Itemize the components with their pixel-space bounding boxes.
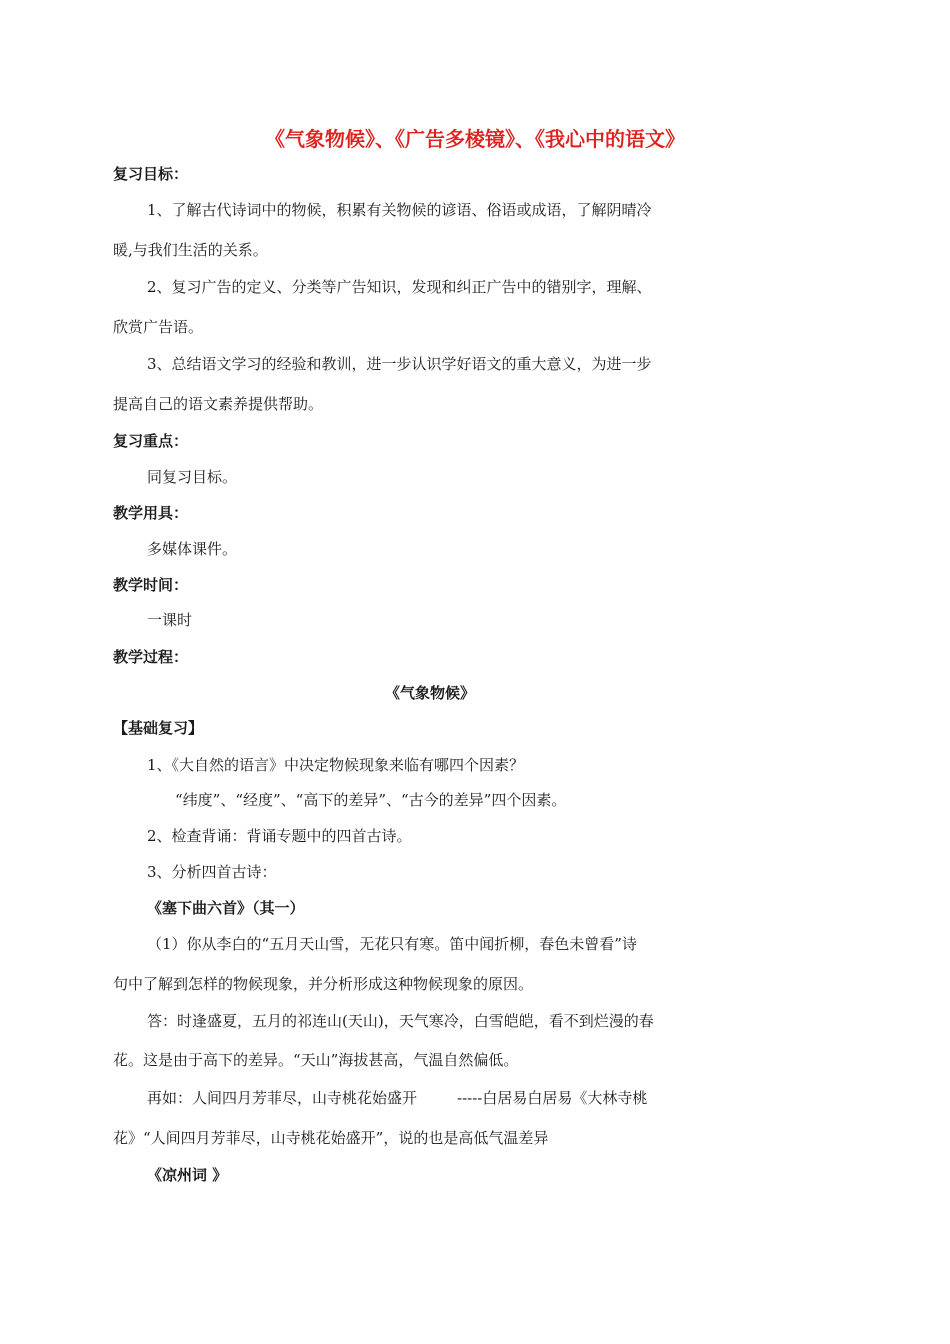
key-points-heading: 复习重点： <box>113 432 189 450</box>
poem-1-question-line-1: （1）你从李白的“五月天山雪，无花只有寒。笛中闻折柳，春色未曾看”诗 <box>147 935 637 953</box>
goal-1-line-1: 1、了解古代诗词中的物候，积累有关物候的谚语、俗语或成语，了解阴晴冷 <box>147 201 652 219</box>
poem-1-answer-line-1: 答：时逢盛夏，五月的祁连山(天山)，天气寒冷，白雪皑皑，看不到烂漫的春 <box>147 1012 654 1030</box>
review-goals-heading: 复习目标： <box>113 165 189 183</box>
process-heading: 教学过程： <box>113 648 189 666</box>
question-3: 3、分析四首古诗： <box>147 863 277 881</box>
goal-2-line-2: 欣赏广告语。 <box>113 318 204 336</box>
example-line-2: 花》“人间四月芳菲尽，山寺桃花始盛开”，说的也是高低气温差异 <box>113 1129 549 1147</box>
question-1-answer: “纬度”、“经度”、“高下的差异”、“古今的差异”四个因素。 <box>175 791 567 809</box>
example-verse: 再如：人间四月芳菲尽，山寺桃花始盛开 <box>147 1089 418 1107</box>
question-2: 2、检查背诵：背诵专题中的四首古诗。 <box>147 827 412 845</box>
example-line-1 <box>147 1088 647 1108</box>
example-attribution: -----白居易白居易《大林寺桃 <box>457 1089 648 1107</box>
question-1: 1、《大自然的语言》中决定物候现象来临有哪四个因素？ <box>147 756 525 774</box>
tools-heading: 教学用具： <box>113 504 189 522</box>
goal-3-line-2: 提高自己的语文素养提供帮助。 <box>113 395 324 413</box>
key-points-text: 同复习目标。 <box>147 468 238 486</box>
poem-1-question-line-2: 句中了解到怎样的物候现象，并分析形成这种物候现象的原因。 <box>113 975 534 993</box>
goal-3-line-1: 3、总结语文学习的经验和教训，进一步认识学好语文的重大意义，为进一步 <box>147 355 652 373</box>
goal-2-line-1: 2、复习广告的定义、分类等广告知识，发现和纠正广告中的错别字，理解、 <box>147 278 652 296</box>
tools-text: 多媒体课件。 <box>147 540 238 558</box>
basic-review-heading: 【基础复习】 <box>113 719 204 737</box>
time-text: 一课时 <box>147 611 193 629</box>
section-title: 《气象物候》 <box>384 684 475 702</box>
poem-2-title: 《凉州词 》 <box>147 1166 228 1184</box>
goal-1-line-2: 暖,与我们生活的关系。 <box>113 241 268 259</box>
document-title: 《气象物候》、《广告多棱镜》、《我心中的语文》 <box>265 127 685 151</box>
poem-1-title: 《塞下曲六首》（其一） <box>147 899 305 917</box>
time-heading: 教学时间： <box>113 576 189 594</box>
poem-1-answer-line-2: 花。这是由于高下的差异。“天山”海拔甚高，气温自然偏低。 <box>113 1051 519 1069</box>
